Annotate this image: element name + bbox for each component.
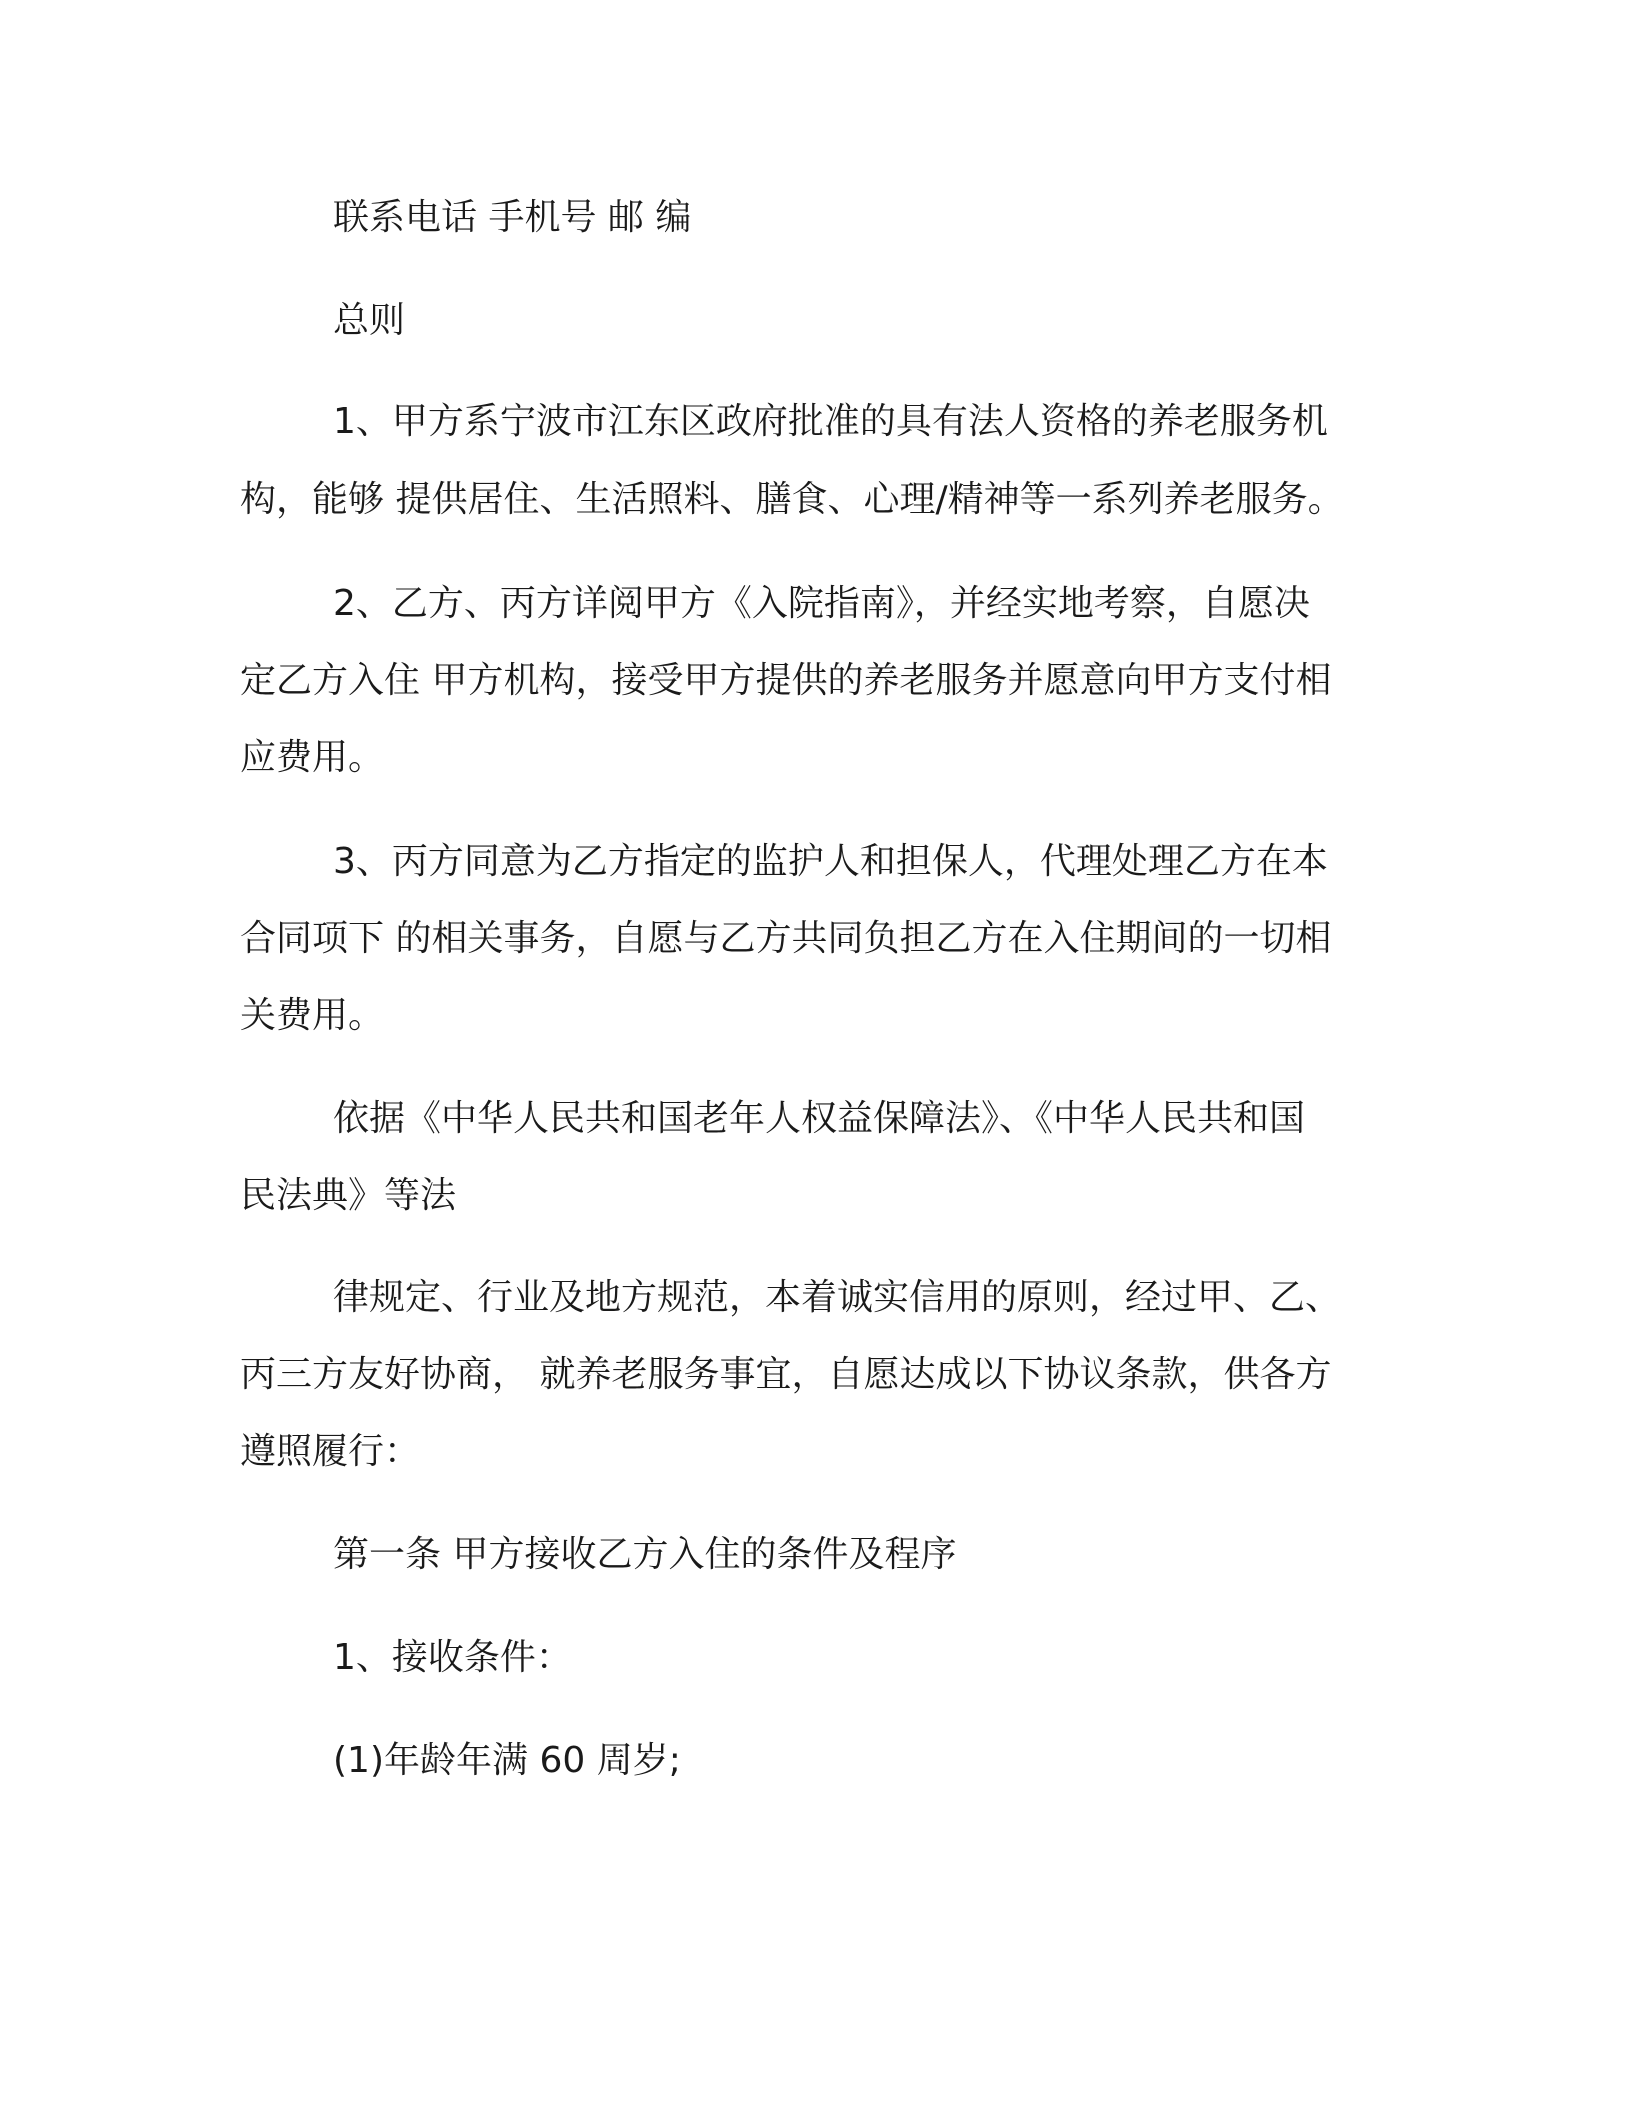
basis-cont-line-3: 遵照履行： (240, 1431, 421, 1472)
clause-1-line-2: 构，能够 提供居住、生活照料、膳食、心理/精神等一系列养老服务。 (240, 479, 1344, 520)
clause-2-line-3: 应费用。 (240, 737, 385, 778)
article-1-title: 第一条 甲方接收乙方入住的条件及程序 (333, 1534, 957, 1575)
clause-2-line-1: 2、乙方、丙方详阅甲方《入院指南》，并经实地考察，自愿决 (333, 583, 1310, 624)
clause-3-line-1: 3、丙方同意为乙方指定的监护人和担保人，代理处理乙方在本 (333, 841, 1328, 882)
article-1-item-1-1: (1)年龄年满 60 周岁; (333, 1740, 681, 1781)
basis-line-1: 依据《中华人民共和国老年人权益保障法》、《中华人民共和国 (333, 1098, 1306, 1139)
clause-3-line-2: 合同项下 的相关事务，自愿与乙方共同负担乙方在入住期间的一切相 (240, 918, 1332, 959)
article-1-item-1: 1、接收条件： (333, 1637, 572, 1678)
clause-1-line-1: 1、甲方系宁波市江东区政府批准的具有法人资格的养老服务机 (333, 401, 1328, 442)
basis-line-2: 民法典》等法 (240, 1175, 457, 1216)
basis-cont-line-2: 丙三方友好协商， 就养老服务事宜，自愿达成以下协议条款，供各方 (240, 1354, 1332, 1395)
basis-cont-line-1: 律规定、行业及地方规范，本着诚实信用的原则，经过甲、乙、 (333, 1277, 1342, 1318)
clause-3-line-3: 关费用。 (240, 995, 385, 1036)
contact-line: 联系电话 手机号 邮 编 (333, 197, 692, 238)
clause-2-line-2: 定乙方入住 甲方机构，接受甲方提供的养老服务并愿意向甲方支付相 (240, 660, 1332, 701)
section-heading-general: 总则 (333, 300, 406, 341)
